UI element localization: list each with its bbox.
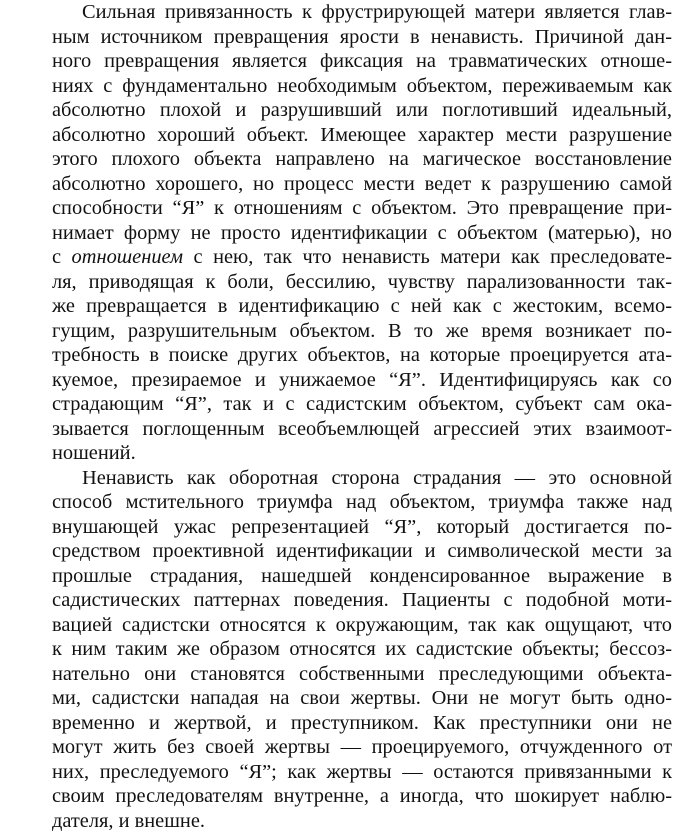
text-line: средством проективной идентификации и символической мести за [52,539,672,564]
page-body-text [52,0,672,833]
text-line: способ мстительного триумфа над объектом, триумфа также над [52,490,672,515]
text-line: нимает форму не просто идентификации с объектом (матерью), но [52,221,672,246]
text-line: ми, садистски нападая на свои жертвы. Они не могут быть одно- [52,686,672,711]
text-line: страдающим “Я”, так и с садистским объектом, субъект сам ока- [52,392,672,417]
text-line: требность в поиске других объектов, на которые проецируется ата- [52,343,672,368]
text-line: зывается поглощенным всеобъемлющей агрессией этих взаимоот- [52,417,672,442]
text-line: дателя, и внешне. [52,809,672,833]
text-line: них, преследуемого “Я”; как жертвы — остаются привязанными к [52,760,672,785]
text-line: абсолютно плохой и разрушивший или поглотивший идеальный, [52,98,672,123]
text-line: прошлые страдания, нашедшей конденсированное выражение в [52,564,672,589]
text-line: способности “Я” к отношениям с объектом. Это превращение при- [52,196,672,221]
text-line [52,245,672,270]
text-line: садистических паттернах поведения. Пациенты с подобной моти- [52,588,672,613]
text-line: же превращается в идентификацию с ней как с жестоким, всемо- [52,294,672,319]
text-line: этого плохого объекта направлено на магическое восстановление [52,147,672,172]
text-line: гущим, разрушительным объектом. В то же время возникает по- [52,319,672,344]
emphasized-word: отношением [72,246,184,268]
text-line: нательно они становятся собственными преследующими объекта- [52,662,672,687]
text-line: Сильная привязанность к фрустрирующей матери является глав- [52,0,672,25]
text-line: Ненависть как оборотная сторона страдания — это основной [52,466,672,491]
text-line: временно и жертвой, и преступником. Как преступники они не [52,711,672,736]
text-line: абсолютно хорошего, но процесс мести ведет к разрушению самой [52,172,672,197]
text-line: ниях с фундаментально необходимым объектом, переживаемым как [52,74,672,99]
text-line: куемое, презираемое и унижаемое “Я”. Идентифицируясь как со [52,368,672,393]
text-line: абсолютно хороший объект. Имеющее характер мести разрушение [52,123,672,148]
text-line: ного превращения является фиксация на травматических отноше- [52,49,672,74]
text-segment: с [52,246,72,268]
text-line: своим преследователям внутренне, а иногда, что шокирует наблю- [52,784,672,809]
text-line: к ним таким же образом относятся их садистские объекты; бессоз- [52,637,672,662]
text-line: внушающей ужас репрезентацией “Я”, который достигается по- [52,515,672,540]
text-line: ношений. [52,441,672,466]
text-line: ля, приводящая к боли, бессилию, чувству парализованности так- [52,270,672,295]
paragraph-2 [52,466,672,833]
text-segment: с нею, так что ненависть матери как преследовате- [183,246,672,268]
text-line: ным источником превращения ярости в ненависть. Причиной дан- [52,25,672,50]
paragraph-1 [52,0,672,466]
text-line: могут жить без своей жертвы — проецируемого, отчужденного от [52,735,672,760]
text-line: вацией садистски относятся к окружающим, так как ощущают, что [52,613,672,638]
